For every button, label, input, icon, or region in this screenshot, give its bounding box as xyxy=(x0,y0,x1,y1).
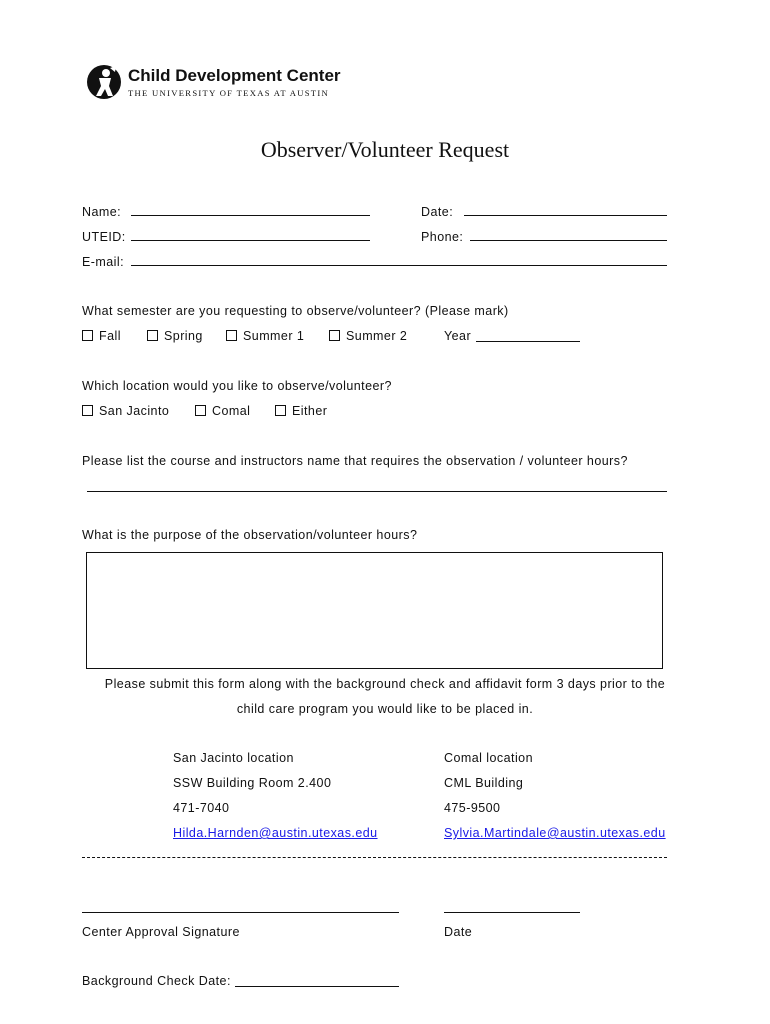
year-label: Year xyxy=(444,329,472,343)
semester-question: What semester are you requesting to observe/volunteer? (Please mark) xyxy=(82,304,509,318)
san-jacinto-building: SSW Building Room 2.400 xyxy=(173,776,332,790)
course-field[interactable] xyxy=(87,491,667,492)
location-option-comal[interactable]: Comal xyxy=(195,404,250,418)
email-label: E-mail: xyxy=(82,255,125,269)
date-field[interactable] xyxy=(464,215,667,216)
org-name: Child Development Center xyxy=(128,66,341,85)
background-check-field[interactable] xyxy=(235,986,399,987)
checkbox[interactable] xyxy=(147,330,158,341)
san-jacinto-email-link[interactable]: Hilda.Harnden@austin.utexas.edu xyxy=(173,826,378,840)
comal-email-link[interactable]: Sylvia.Martindale@austin.utexas.edu xyxy=(444,826,666,840)
comal-title: Comal location xyxy=(444,751,533,765)
semester-option-spring[interactable]: Spring xyxy=(147,329,203,343)
phone-label: Phone: xyxy=(421,230,464,244)
instructions-line-2: child care program you would like to be placed in. xyxy=(236,702,534,716)
org-subtitle: THE UNIVERSITY OF TEXAS AT AUSTIN xyxy=(128,88,330,98)
checkbox[interactable] xyxy=(82,330,93,341)
uteid-field[interactable] xyxy=(131,240,370,241)
date-label: Date: xyxy=(421,205,454,219)
san-jacinto-phone: 471-7040 xyxy=(173,801,230,815)
checkbox[interactable] xyxy=(226,330,237,341)
checkbox[interactable] xyxy=(82,405,93,416)
dashed-separator xyxy=(82,857,667,858)
semester-option-summer2[interactable]: Summer 2 xyxy=(329,329,407,343)
approval-date-label: Date xyxy=(444,925,473,939)
san-jacinto-title: San Jacinto location xyxy=(173,751,294,765)
comal-phone: 475-9500 xyxy=(444,801,501,815)
signature-line[interactable] xyxy=(82,912,399,913)
semester-option-summer1[interactable]: Summer 1 xyxy=(226,329,304,343)
checkbox[interactable] xyxy=(275,405,286,416)
comal-building: CML Building xyxy=(444,776,524,790)
name-field[interactable] xyxy=(131,215,370,216)
semester-option-fall[interactable]: Fall xyxy=(82,329,121,343)
form-title: Observer/Volunteer Request xyxy=(260,137,510,162)
purpose-question: What is the purpose of the observation/volunteer hours? xyxy=(82,528,418,542)
year-field[interactable] xyxy=(476,341,580,342)
background-check-label: Background Check Date: xyxy=(82,974,231,988)
checkbox[interactable] xyxy=(195,405,206,416)
cdc-logo-icon xyxy=(86,64,122,100)
location-question: Which location would you like to observe/volunteer? xyxy=(82,379,392,393)
instructions-line-1: Please submit this form along with the background check and affidavit form 3 days prior to the xyxy=(104,677,666,691)
course-question: Please list the course and instructors name that requires the observation / volunteer hours? xyxy=(82,454,628,468)
checkbox[interactable] xyxy=(329,330,340,341)
purpose-textbox[interactable] xyxy=(86,552,663,669)
email-field[interactable] xyxy=(131,265,667,266)
location-option-either[interactable]: Either xyxy=(275,404,327,418)
logo xyxy=(86,64,346,104)
signature-label: Center Approval Signature xyxy=(82,925,240,939)
name-label: Name: xyxy=(82,205,122,219)
location-option-san-jacinto[interactable]: San Jacinto xyxy=(82,404,169,418)
phone-field[interactable] xyxy=(470,240,667,241)
approval-date-line[interactable] xyxy=(444,912,580,913)
uteid-label: UTEID: xyxy=(82,230,126,244)
